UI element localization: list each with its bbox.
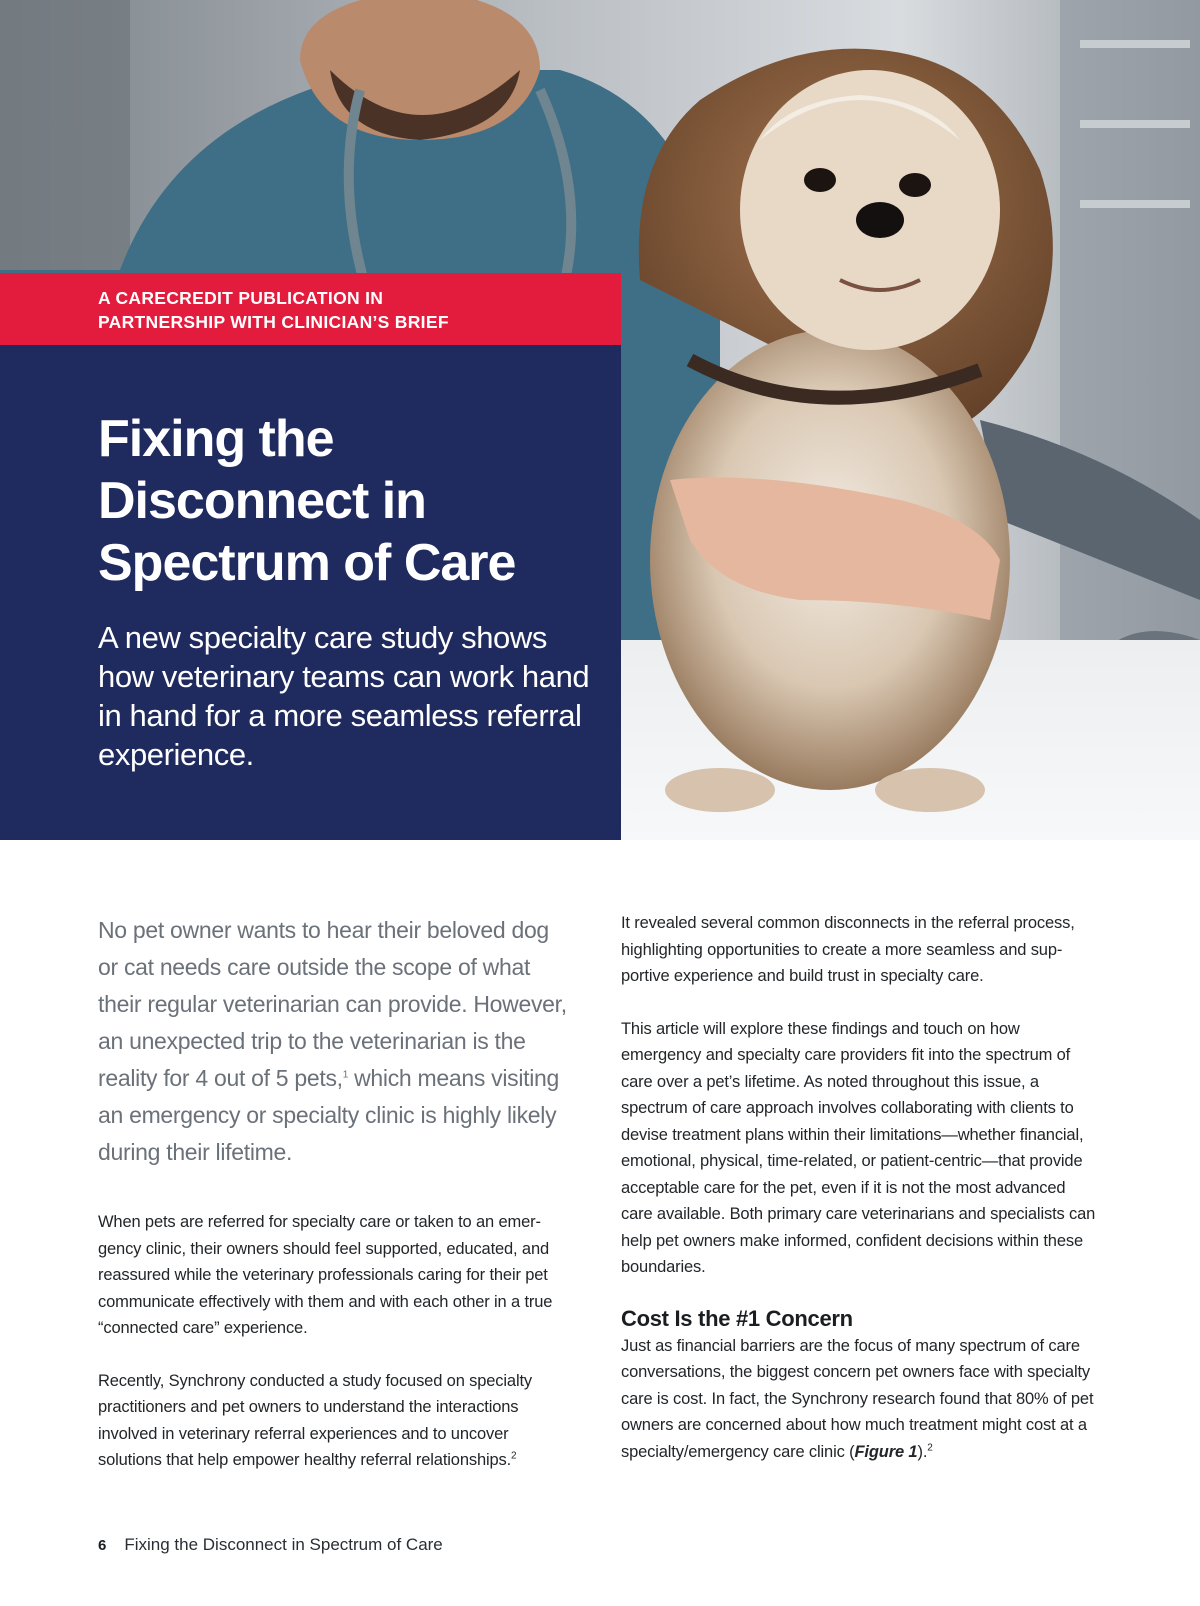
page-subtitle: A new specialty care study shows how veterinary teams can work hand in hand for a more seamless referral experience. bbox=[98, 620, 590, 772]
left-column bbox=[98, 912, 568, 1474]
footnote-ref-2: 2 bbox=[511, 1450, 517, 1462]
publication-banner bbox=[0, 273, 621, 345]
title-line-3: Spectrum of Care bbox=[98, 534, 516, 592]
title-line-1: Fixing the bbox=[98, 410, 334, 468]
footnote-ref-2b: 2 bbox=[927, 1442, 933, 1453]
cost-text-start: Just as financial barriers are the focus of many spectrum of care conversations, the biggest concern pet owners face with specialty care is cost. In fact, the Synchrony research found that 80% of pet owners are concerned about how much treatment might cost at a specialty/emergency care clinic ( bbox=[621, 1336, 1094, 1461]
body-paragraph-synchrony-study bbox=[98, 1368, 568, 1474]
footnote-ref-1: 1 bbox=[342, 1069, 349, 1081]
lede-paragraph bbox=[98, 912, 568, 1171]
lede-text-end: which means visiting an emergency or specialty clinic is highly likely during their lifetime. bbox=[98, 1065, 560, 1165]
figure-1-reference[interactable]: Figure 1 bbox=[854, 1442, 918, 1461]
page-number: 6 bbox=[98, 1537, 107, 1554]
synchrony-study-text: Recently, Synchrony conducted a study focused on specialty practitioners and pet owners to understand the interactions involved in veterinary referral experiences and to uncover solutions that help empower healthy referral relationships. bbox=[98, 1371, 532, 1469]
body-paragraph-disconnects: It revealed several common disconnects in the referral process, highlighting opportunities to create a more seamless and supportive experience and build trust in specialty care. bbox=[621, 914, 1075, 985]
body-paragraph-connected-care: When pets are referred for specialty care or taken to an emergency clinic, their owners should feel supported, educated, and reassured while the veterinary professionals caring for their pet communicate effectively with them and with each other in a true “connected care” experience. bbox=[98, 1213, 553, 1337]
page-title bbox=[98, 408, 598, 594]
title-line-2: Disconnect in bbox=[98, 472, 426, 530]
banner-line-1: A CARECREDIT PUBLICATION IN bbox=[98, 288, 384, 308]
banner-line-2: PARTNERSHIP WITH CLINICIAN’S BRIEF bbox=[98, 312, 449, 332]
cost-text-end: ). bbox=[917, 1442, 928, 1461]
section-heading-cost: Cost Is the #1 Concern bbox=[621, 1305, 853, 1331]
body-paragraph-spectrum-of-care: This article will explore these findings and touch on how emergency and specialty care providers fit into the spectrum of care over a pet’s lifetime. As noted throughout this issue, a spectrum of care approach involves collaborating with clients to devise treatment plans within their limitations—whether financial, emotional, physical, time-related, or patient-centric—that provide acceptable care for the pet, even if it is not the most advanced care available. Both primary care veterinarians and specialists can help pet owners make informed, confident decisions within these boundaries. bbox=[621, 1019, 1096, 1276]
page-footer bbox=[98, 1535, 443, 1555]
lede-text-start: No pet owner wants to hear their beloved dog or cat needs care outside the scope of what their regular veterinarian can provide. However, an unexpected trip to the veterinarian is the reality for 4 out of 5 pets, bbox=[98, 917, 567, 1091]
body-paragraph-cost bbox=[621, 1333, 1101, 1466]
right-column bbox=[621, 910, 1101, 1465]
footer-running-title: Fixing the Disconnect in Spectrum of Care bbox=[124, 1535, 443, 1554]
